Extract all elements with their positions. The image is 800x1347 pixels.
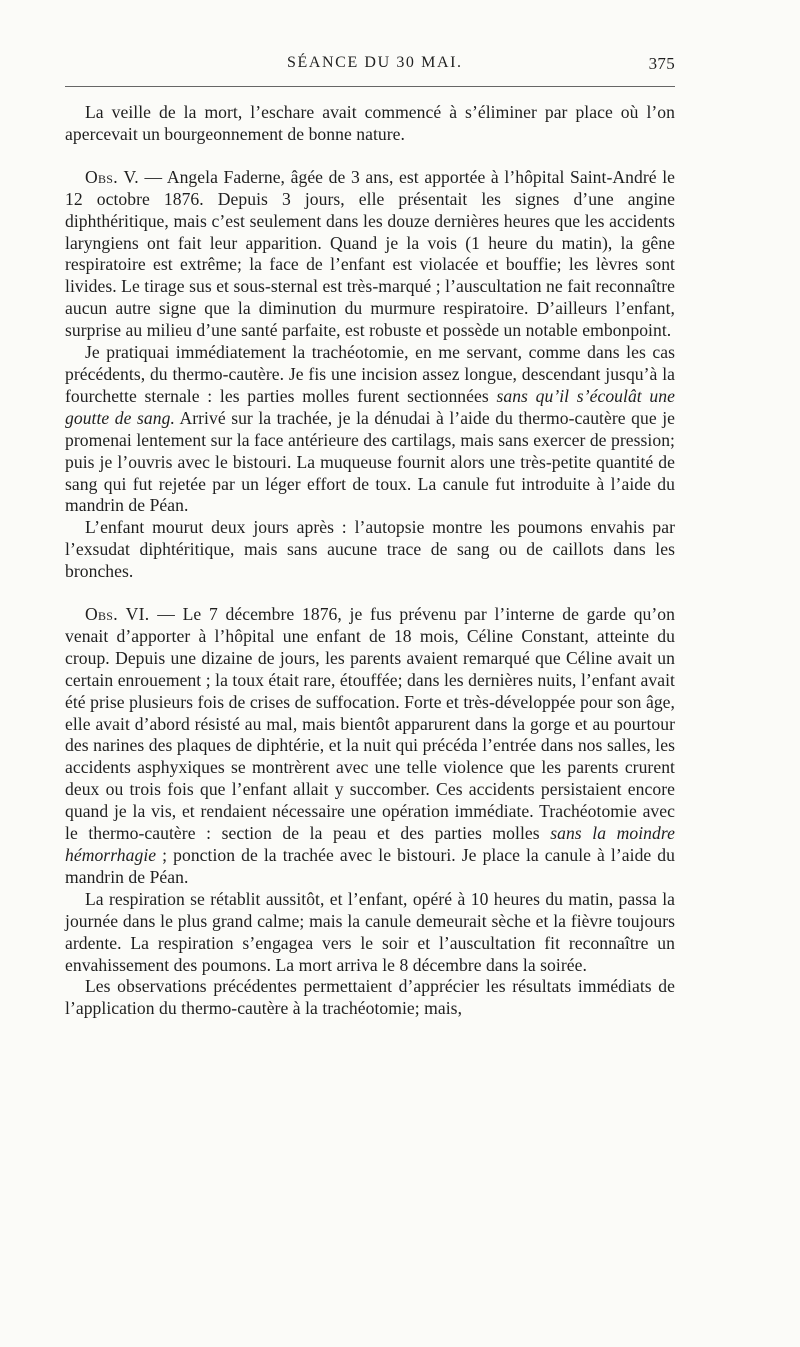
paragraph-text: Les observations précédentes permettaient d’apprécier les résultats immédiats de l’application du thermo-cautère à la trachéotomie; mais, — [65, 976, 675, 1019]
observation-label: Obs. V. — [85, 166, 139, 187]
page-body — [65, 102, 675, 1020]
page-number: 375 — [648, 54, 675, 73]
observation-label: Obs. VI. — [85, 604, 150, 625]
paragraph-tracheotomy — [65, 342, 675, 517]
paragraph-text: L’enfant mourut deux jours après : l’autopsie montre les poumons envahis par l’exsudat diphtéritique, mais sans aucune trace de sang ou de caillots dans les bronches. — [65, 517, 675, 582]
paragraph-text: — Angela Faderne, âgée de 3 ans, est apportée à l’hôpital Saint-André le 12 octobre 1876. Depuis 3 jours, elle présentait les signes d’une angine diphthéritique, mais c’est seulement dans les douze dernières heures que les accidents laryngiens ont fait leur apparition. Quand je la vois (1 heure du matin), la gêne respiratoire est extrême; la face de l’enfant est violacée et bouffie; les lèvres sont livides. Le tirage sus et sous-sternal est très-marqué ; l’auscultation ne fait reconnaître aucun autre signe que la diminution du murmure respiratoire. D’ailleurs l’enfant, surprise au milieu d’une santé parfaite, est robuste et possède un notable embonpoint. — [65, 166, 675, 341]
italic-text: sans qu’il s’écoulât une goutte de sang. — [65, 385, 675, 428]
paragraph-text: Je pratiquai immédiatement la trachéotomie, en me servant, comme dans les cas précédents, du thermo-cautère. Je fis une incision assez longue, descendant jusqu’à la fourchette sternale : les parties molles furent sectionnées — [65, 342, 675, 406]
paragraph-text: La respiration se rétablit aussitôt, et l’enfant, opéré à 10 heures du matin, passa la journée dans le plus grand calme; mais la canule demeurait sèche et la fièvre toujours ardente. La respiration s’engagea vers le soir et l’auscultation fit reconnaître un envahissement des poumons. La mort arriva le 8 décembre dans la soirée. — [65, 888, 675, 975]
paragraph-respiration — [65, 889, 675, 977]
paragraph-obs-v — [65, 167, 675, 342]
paragraph-text: Arrivé sur la trachée, je la dénudai à l’aide du thermo-cautère que je promenai lentement sur la face antérieure des cartilags, mais sans exercer de pression; puis je l’ouvris avec le bistouri. La muqueuse fournit alors une très-petite quantité de sang qui fut rejetée par un léger effort de toux. La canule fut introduite à l’aide du mandrin de Péan. — [65, 407, 675, 516]
paragraph-obs-vi — [65, 604, 675, 889]
paragraph-text: La veille de la mort, l’eschare avait commencé à s’éliminer par place où l’on apercevait un bourgeonnement de bonne nature. — [65, 102, 675, 144]
paragraph-eschare — [65, 102, 675, 146]
running-title: SÉANCE DU 30 MAI. — [287, 54, 463, 71]
paragraph-text: ; ponction de la trachée avec le bistouri. Je place la canule à l’aide du mandrin de Péan. — [65, 845, 675, 887]
paragraph-conclusion — [65, 976, 675, 1020]
paragraph-autopsy — [65, 517, 675, 583]
italic-text: sans la moindre hémorrhagie — [65, 823, 675, 865]
running-head — [65, 54, 675, 78]
paragraph-text: — Le 7 décembre 1876, je fus prévenu par l’interne de garde qu’on venait d’apporter à l’hôpital une enfant de 18 mois, Céline Constant, atteinte du croup. Depuis une dizaine de jours, les parents avaient remarqué que Céline avait un certain enrouement ; la toux était rare, étouffée; dans les dernières nuits, l’enfant avait été prise plusieurs fois de crises de suffocation. Forte et très-développée pour son âge, elle avait d’abord résisté au mal, mais bientôt apparurent dans la gorge et au pourtour des narines des plaques de diphtérie, et la nuit qui précéda l’entrée dans nos salles, les accidents asphyxiques se montrèrent avec une telle violence que les parents crurent deux ou trois fois que l’enfant allait y succomber. Ces accidents persistaient encore quand je la vis, et rendaient nécessaire une opération immédiate. Trachéotomie avec le thermo-cautère : section de la peau et des parties molles — [65, 604, 675, 844]
header-rule — [65, 86, 675, 87]
